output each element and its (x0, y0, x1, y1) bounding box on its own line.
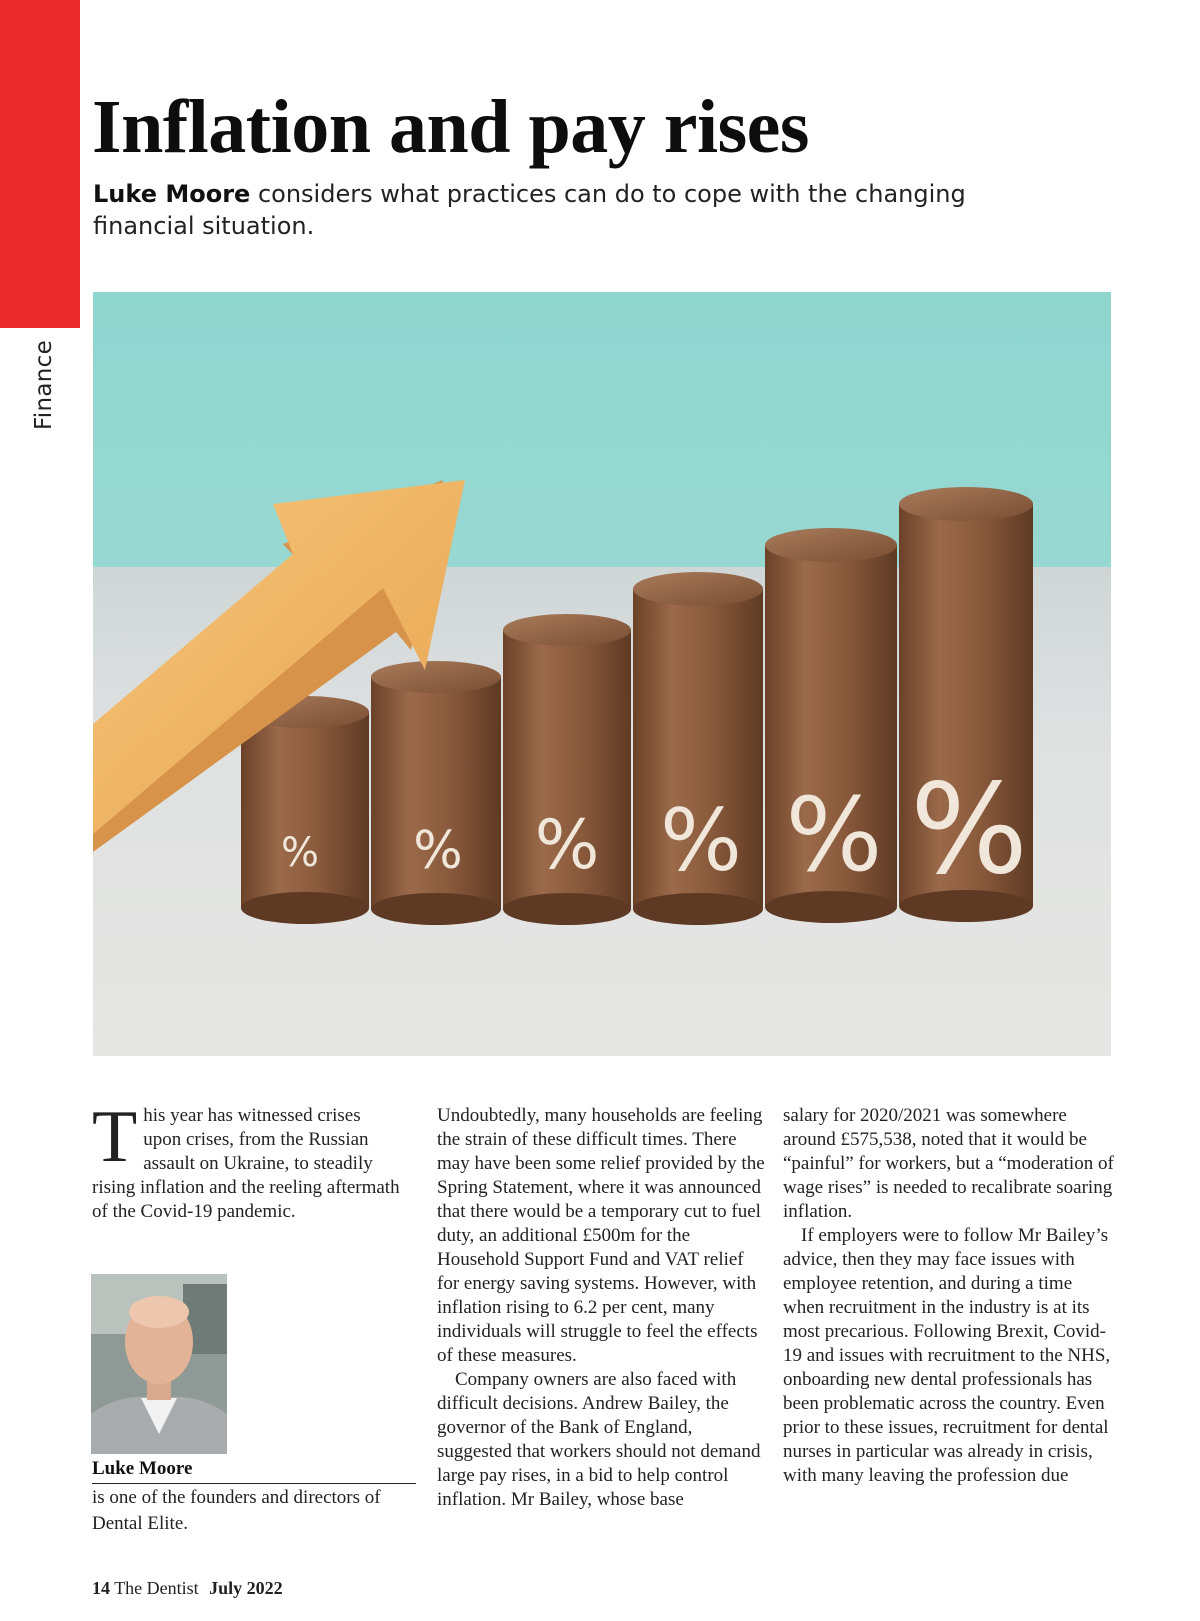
publication-name: The Dentist (114, 1578, 199, 1598)
author-caption-bio: is one of the founders and directors of Dental Elite. (92, 1487, 381, 1534)
section-color-tab (0, 0, 80, 328)
article-paragraph: Undoubtedly, many households are feeling the strain of these difficult times. There may have been some relief provided by the Spring Statement, where it was announced that there would be a temporary cut to fuel duty, an additional £500m for the Household Support Fund and VAT relief for energy saving systems. However, with inflation rising to 6.2 per cent, many individuals will struggle to feel the effects of these measures. (437, 1105, 765, 1366)
page-number: 14 (92, 1578, 110, 1598)
article-column-3 (783, 1104, 1115, 1488)
percent-symbol-6: % (910, 758, 1028, 902)
percent-symbol-1: % (280, 830, 320, 876)
issue-date: July 2022 (209, 1578, 283, 1598)
article-paragraph: If employers were to follow Mr Bailey’s advice, then they may face issues with employee retention, and during a time when recruitment in the industry is at its most precarious. Following Brexit, Covid-19 and issues with recruitment to the NHS, onboarding new dental professionals has been problematic across the country. Even prior to these issues, recruitment for dental nurses in particular was already in crisis, with many leaving the profession due (783, 1225, 1111, 1486)
author-photo (91, 1274, 227, 1454)
page-footer (92, 1578, 283, 1599)
article-column-1 (92, 1096, 402, 1224)
article-paragraph: salary for 2020/2021 was somewhere around £575,538, noted that it would be “painful” for workers, but a “moderation of wage rises” is needed to recalibrate soaring inflation. (783, 1105, 1114, 1222)
standfirst-author: Luke Moore (93, 180, 251, 208)
dropcap: T (92, 1096, 138, 1178)
author-caption-name: Luke Moore (92, 1457, 416, 1484)
article-paragraph (92, 1096, 402, 1224)
percent-symbol-4: % (660, 791, 742, 891)
article-column-2 (437, 1104, 767, 1512)
standfirst-text: considers what practices can do to cope with the changing financial situation. (93, 180, 966, 240)
wooden-cylinder-2 (371, 661, 501, 925)
percent-symbol-2: % (413, 821, 463, 881)
article-headline: Inflation and pay rises (92, 85, 809, 169)
hero-photo (93, 292, 1111, 1056)
percent-symbol-5: % (785, 776, 883, 895)
paragraph-text: his year has witnessed crises upon crises, from the Russian assault on Ukraine, to steadily rising inflation and the reeling aftermath of the Covid-19 pandemic. (92, 1105, 400, 1222)
article-standfirst (93, 178, 973, 242)
article-paragraph: Company owners are also faced with difficult decisions. Andrew Bailey, the governor of the Bank of England, suggested that workers should not demand large pay rises, in a bid to help control inflation. Mr Bailey, whose base (437, 1369, 761, 1510)
percent-symbol-3: % (534, 806, 600, 885)
section-label: Finance (31, 339, 57, 431)
